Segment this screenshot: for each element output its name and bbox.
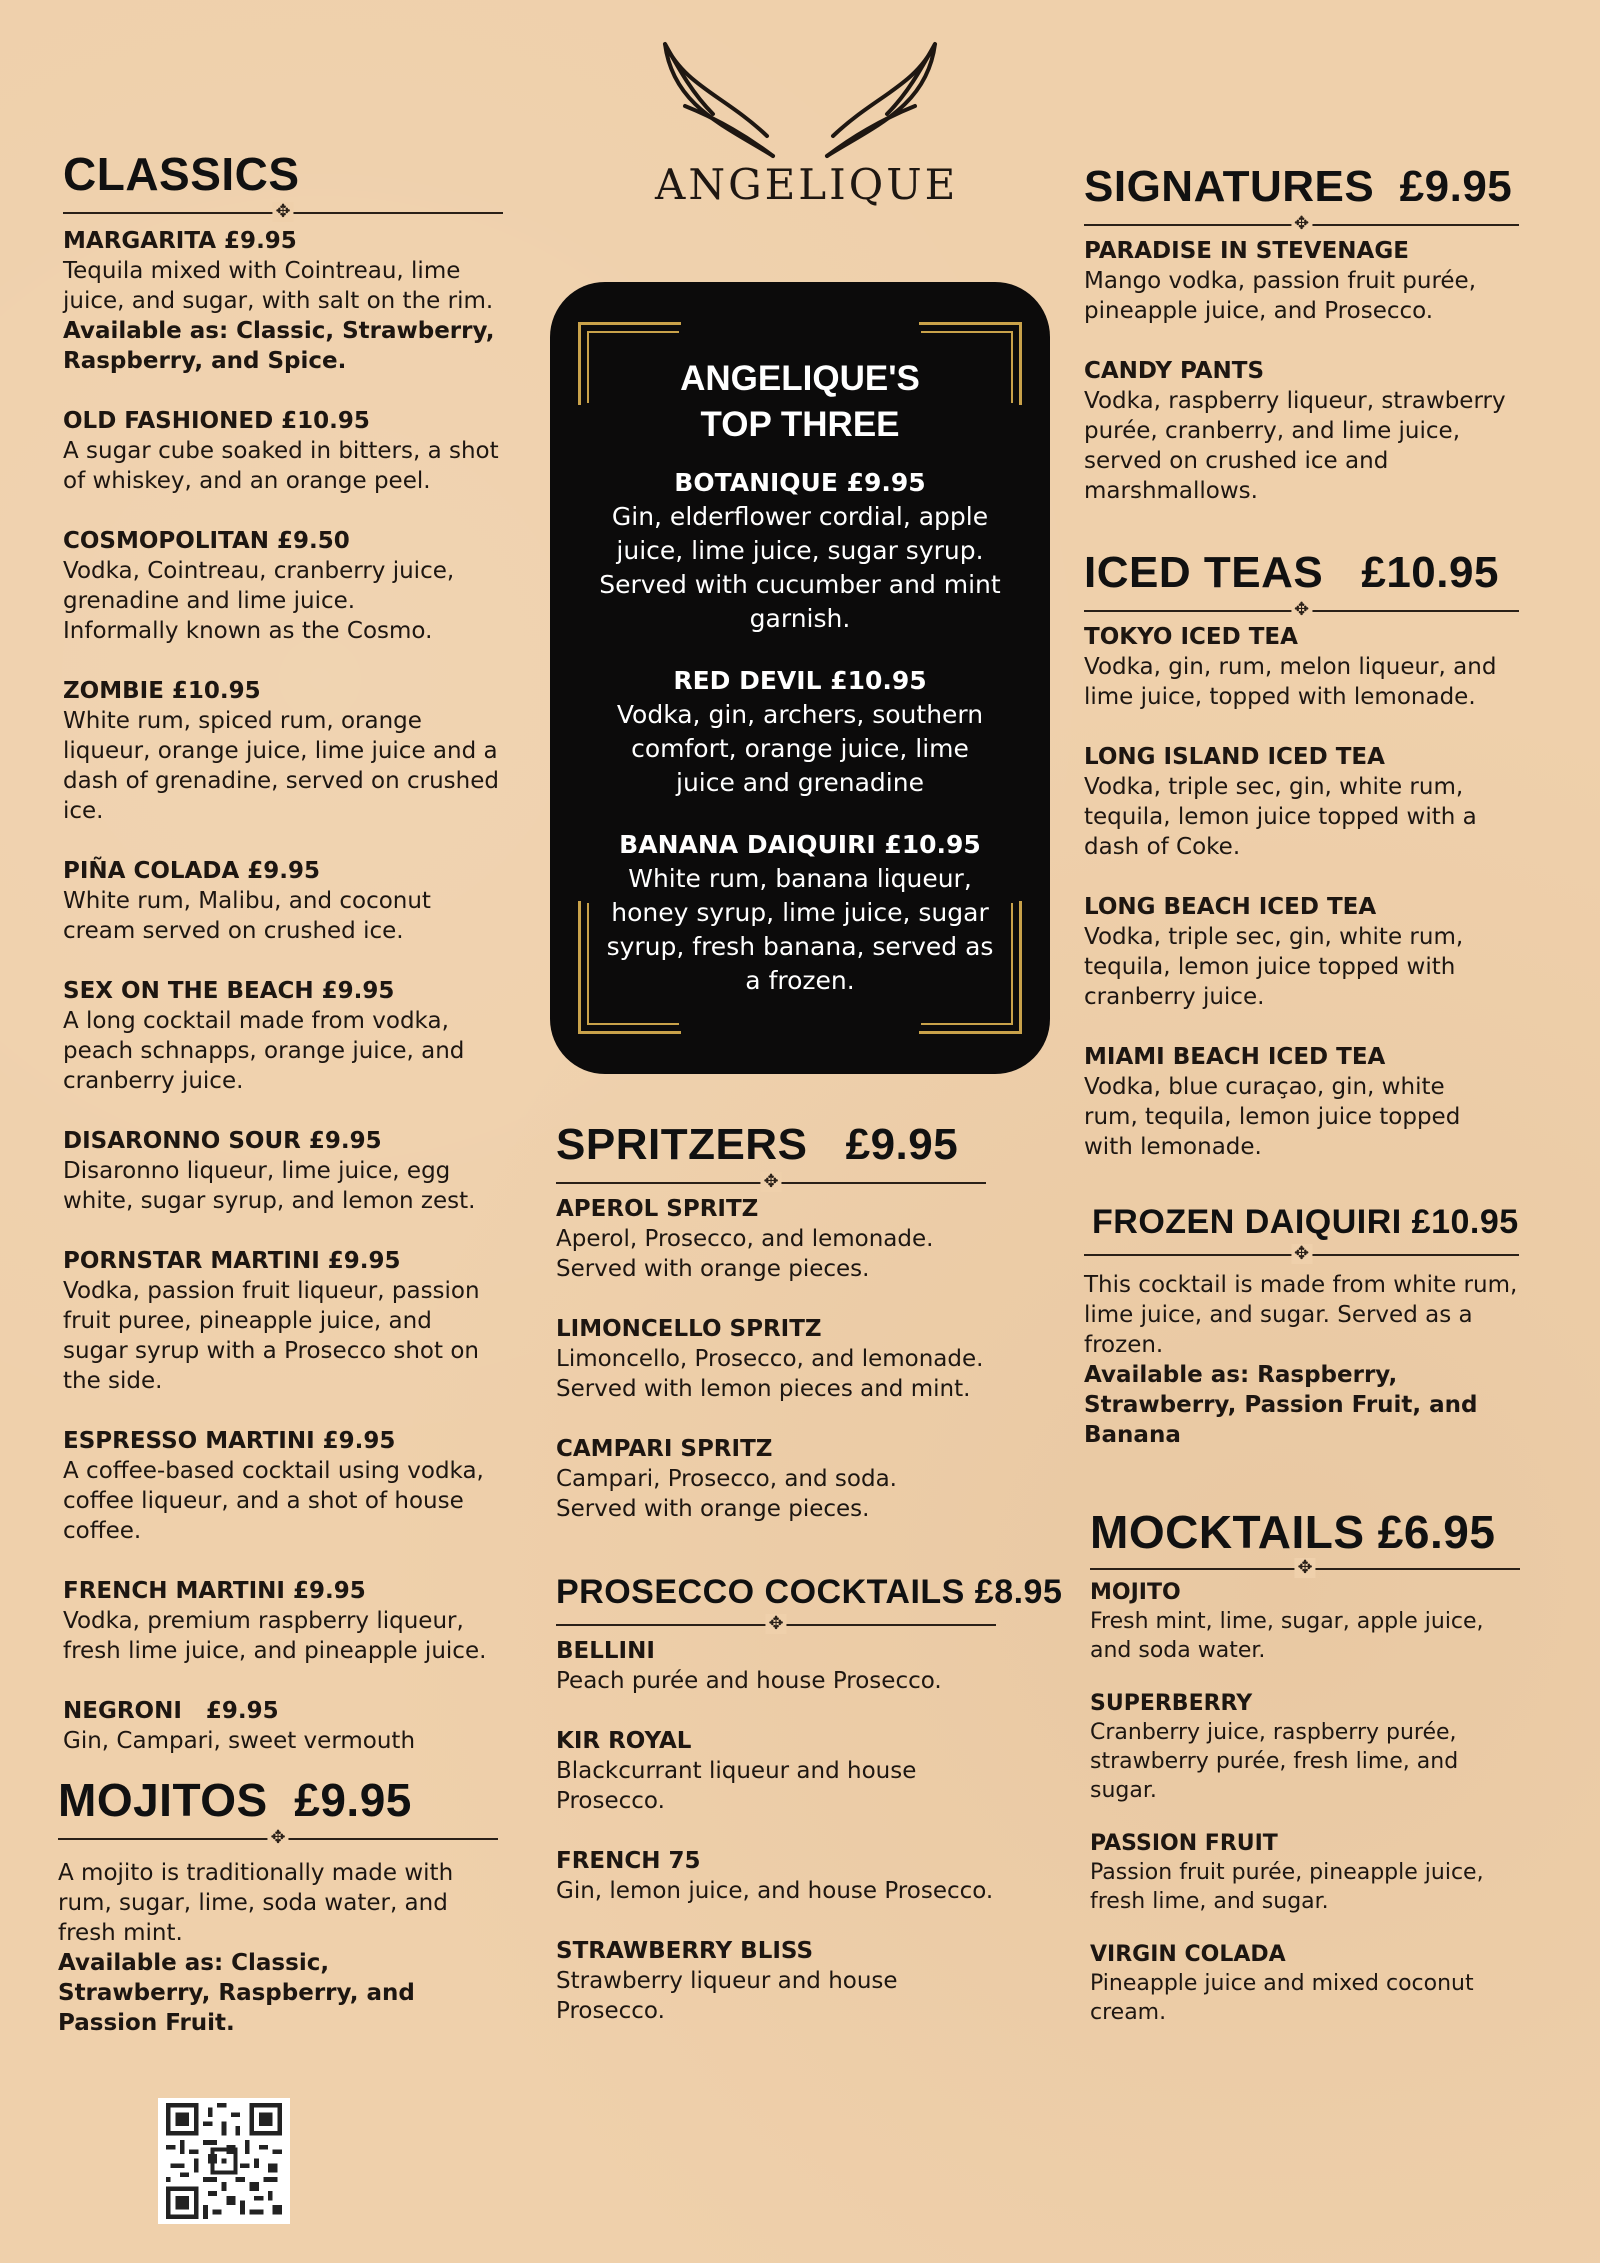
section-divider bbox=[1084, 213, 1519, 234]
fleur-ornament-icon: ✥ bbox=[1291, 600, 1312, 620]
fleur-ornament-icon: ✥ bbox=[267, 1828, 288, 1848]
item-description: Campari, Prosecco, and soda. Served with orange pieces. bbox=[556, 1466, 897, 1522]
item-description: Peach purée and house Prosecco. bbox=[556, 1668, 942, 1694]
item-name: SUPERBERRY bbox=[1090, 1691, 1253, 1716]
item-name: BOTANIQUE £9.95 bbox=[674, 468, 926, 497]
item-name: LONG ISLAND ICED TEA bbox=[1084, 744, 1385, 770]
menu-item bbox=[556, 1726, 1016, 1816]
brand-logo bbox=[655, 36, 959, 209]
item-description: A long cocktail made from vodka, peach schnapps, orange juice, and cranberry juice. bbox=[63, 1008, 465, 1094]
section-divider bbox=[556, 1171, 986, 1192]
menu-item bbox=[63, 856, 503, 946]
item-name: PORNSTAR MARTINI £9.95 bbox=[63, 1248, 401, 1274]
item-description: A coffee-based cocktail using vodka, coffee liqueur, and a shot of house coffee. bbox=[63, 1458, 484, 1544]
classics-section bbox=[63, 146, 503, 1756]
fleur-ornament-icon: ✥ bbox=[765, 1614, 786, 1634]
menu-item bbox=[63, 1576, 503, 1666]
item-availability: Available as: Classic, Strawberry, Raspberry, and Spice. bbox=[63, 318, 495, 374]
item-name: CAMPARI SPRITZ bbox=[556, 1436, 773, 1462]
spritzers-section bbox=[556, 1118, 1016, 1524]
menu-item bbox=[556, 1194, 1016, 1284]
menu-item bbox=[556, 1846, 1016, 1906]
menu-item bbox=[556, 1636, 1016, 1696]
signatures-section bbox=[1084, 160, 1554, 506]
item-name: CANDY PANTS bbox=[1084, 358, 1265, 384]
item-description: Blackcurrant liqueur and house Prosecco. bbox=[556, 1758, 917, 1814]
item-name: OLD FASHIONED £10.95 bbox=[63, 408, 370, 434]
item-name: SEX ON THE BEACH £9.95 bbox=[63, 978, 395, 1004]
fleur-ornament-icon: ✥ bbox=[1294, 1558, 1315, 1578]
section-divider bbox=[1084, 599, 1519, 620]
signatures-title: SIGNATURES £9.95 bbox=[1084, 162, 1513, 211]
top-three-item bbox=[590, 466, 1010, 636]
menu-item bbox=[556, 1936, 1016, 2026]
item-description: Fresh mint, lime, sugar, apple juice, and soda water. bbox=[1090, 1609, 1484, 1663]
item-name: PASSION FRUIT bbox=[1090, 1831, 1278, 1856]
item-description: Disaronno liqueur, lime juice, egg white, sugar syrup, and lemon zest. bbox=[63, 1158, 476, 1214]
iced-teas-title: ICED TEAS £10.95 bbox=[1084, 548, 1499, 597]
item-name: PARADISE IN STEVENAGE bbox=[1084, 238, 1409, 264]
item-description: Tequila mixed with Cointreau, lime juice, and sugar, with salt on the rim. bbox=[63, 258, 494, 314]
frame-corner bbox=[952, 322, 1022, 392]
mojitos-description: A mojito is traditionally made with rum, sugar, lime, soda water, and fresh mint. bbox=[58, 1860, 454, 1946]
item-description: Gin, lemon juice, and house Prosecco. bbox=[556, 1878, 994, 1904]
menu-item bbox=[1090, 1689, 1554, 1805]
menu-item bbox=[1084, 356, 1554, 506]
item-name: FRENCH MARTINI £9.95 bbox=[63, 1578, 366, 1604]
frozen-daiquiri-description: This cocktail is made from white rum, lime juice, and sugar. Served as a frozen. bbox=[1084, 1272, 1518, 1358]
item-name: STRAWBERRY BLISS bbox=[556, 1938, 814, 1964]
fleur-ornament-icon: ✥ bbox=[1291, 1244, 1312, 1264]
top-three-panel bbox=[550, 282, 1050, 1074]
item-description: White rum, spiced rum, orange liqueur, orange juice, lime juice and a dash of grenadine, served on crushed ice. bbox=[63, 708, 499, 824]
item-name: BELLINI bbox=[556, 1638, 655, 1664]
prosecco-title: PROSECCO COCKTAILS £8.95 bbox=[556, 1573, 1063, 1611]
menu-item bbox=[1084, 236, 1554, 326]
item-name: BANANA DAIQUIRI £10.95 bbox=[619, 830, 981, 859]
spritzers-title: SPRITZERS £9.95 bbox=[556, 1120, 959, 1169]
frozen-daiquiri-title: FROZEN DAIQUIRI £10.95 bbox=[1092, 1203, 1519, 1241]
menu-item bbox=[63, 1426, 503, 1546]
frozen-daiquiri-section bbox=[1084, 1200, 1554, 1450]
item-name: KIR ROYAL bbox=[556, 1728, 692, 1754]
item-description: Vodka, blue curaçao, gin, white rum, tequila, lemon juice topped with lemonade. bbox=[1084, 1074, 1461, 1160]
item-description: White rum, Malibu, and coconut cream served on crushed ice. bbox=[63, 888, 431, 944]
prosecco-cocktails-section bbox=[556, 1570, 1063, 2026]
item-description: Limoncello, Prosecco, and lemonade. Served with lemon pieces and mint. bbox=[556, 1346, 984, 1402]
item-name: TOKYO ICED TEA bbox=[1084, 624, 1298, 650]
section-divider bbox=[58, 1827, 498, 1848]
item-name: FRENCH 75 bbox=[556, 1848, 701, 1874]
item-description: Mango vodka, passion fruit purée, pineapple juice, and Prosecco. bbox=[1084, 268, 1477, 324]
item-name: ESPRESSO MARTINI £9.95 bbox=[63, 1428, 396, 1454]
item-description: Vodka, raspberry liqueur, strawberry purée, cranberry, and lime juice, served on crushed ice and marshmallows. bbox=[1084, 388, 1506, 504]
angel-wings-icon bbox=[655, 36, 945, 166]
menu-item bbox=[63, 1246, 503, 1396]
menu-item bbox=[63, 226, 503, 376]
item-description: Passion fruit purée, pineapple juice, fresh lime, and sugar. bbox=[1090, 1860, 1484, 1914]
item-name: ZOMBIE £10.95 bbox=[63, 678, 261, 704]
item-description: Gin, Campari, sweet vermouth bbox=[63, 1728, 416, 1754]
section-divider bbox=[1084, 1243, 1519, 1264]
item-description: Vodka, gin, archers, southern comfort, orange juice, lime juice and grenadine bbox=[616, 700, 984, 797]
item-description: Vodka, passion fruit liqueur, passion fruit puree, pineapple juice, and sugar syrup with a Prosecco shot on the side. bbox=[63, 1278, 480, 1394]
item-description: Aperol, Prosecco, and lemonade. Served with orange pieces. bbox=[556, 1226, 934, 1282]
item-name: RED DEVIL £10.95 bbox=[673, 666, 927, 695]
item-description: A sugar cube soaked in bitters, a shot of whiskey, and an orange peel. bbox=[63, 438, 499, 494]
left-column bbox=[58, 146, 503, 2038]
item-description: Vodka, triple sec, gin, white rum, tequila, lemon juice topped with cranberry juice. bbox=[1084, 924, 1464, 1010]
section-divider bbox=[1090, 1557, 1520, 1578]
mocktails-title: MOCKTAILS £6.95 bbox=[1090, 1506, 1496, 1558]
fleur-ornament-icon: ✥ bbox=[760, 1172, 781, 1192]
item-name: COSMOPOLITAN £9.50 bbox=[63, 528, 350, 554]
iced-teas-section bbox=[1084, 546, 1554, 1162]
menu-item bbox=[63, 406, 503, 496]
mocktails-section bbox=[1090, 1504, 1554, 2027]
fleur-ornament-icon: ✥ bbox=[272, 202, 293, 222]
item-description: White rum, banana liqueur, honey syrup, lime juice, sugar syrup, fresh banana, served as a frozen. bbox=[606, 864, 994, 995]
item-name: MIAMI BEACH ICED TEA bbox=[1084, 1044, 1386, 1070]
menu-item bbox=[556, 1314, 1016, 1404]
frozen-daiquiri-availability: Available as: Raspberry, Strawberry, Passion Fruit, and Banana bbox=[1084, 1362, 1478, 1448]
menu-item bbox=[1090, 1940, 1554, 2027]
item-name: LIMONCELLO SPRITZ bbox=[556, 1316, 822, 1342]
item-name: VIRGIN COLADA bbox=[1090, 1942, 1286, 1967]
item-name: APEROL SPRITZ bbox=[556, 1196, 759, 1222]
right-column bbox=[1084, 160, 1554, 2057]
item-name: NEGRONI £9.95 bbox=[63, 1698, 279, 1724]
item-description: Strawberry liqueur and house Prosecco. bbox=[556, 1968, 898, 2024]
menu-item bbox=[1084, 622, 1554, 712]
item-note: Informally known as the Cosmo. bbox=[63, 618, 433, 644]
item-name: LONG BEACH ICED TEA bbox=[1084, 894, 1377, 920]
item-description: Vodka, gin, rum, melon liqueur, and lime juice, topped with lemonade. bbox=[1084, 654, 1497, 710]
qr-code-icon[interactable] bbox=[158, 2098, 290, 2224]
section-divider bbox=[556, 1613, 996, 1634]
item-name: MOJITO bbox=[1090, 1580, 1181, 1605]
menu-item bbox=[556, 1434, 1016, 1524]
menu-item bbox=[63, 676, 503, 826]
top-three-item bbox=[590, 664, 1010, 800]
item-name: MARGARITA £9.95 bbox=[63, 228, 297, 254]
menu-item bbox=[1090, 1578, 1554, 1665]
item-name: DISARONNO SOUR £9.95 bbox=[63, 1128, 382, 1154]
menu-item bbox=[1084, 892, 1554, 1012]
top-three-title-line2: TOP THREE bbox=[700, 405, 900, 444]
menu-item bbox=[63, 1126, 503, 1216]
menu-item bbox=[63, 526, 503, 646]
item-description: Gin, elderflower cordial, apple juice, lime juice, sugar syrup. Served with cucumber and mint garnish. bbox=[599, 502, 1001, 633]
menu-item bbox=[63, 1696, 503, 1756]
mojitos-title: MOJITOS £9.95 bbox=[58, 1774, 412, 1826]
top-three-title-line1: ANGELIQUE'S bbox=[680, 359, 920, 398]
item-description: Pineapple juice and mixed coconut cream. bbox=[1090, 1971, 1474, 2025]
menu-item bbox=[1090, 1829, 1554, 1916]
frame-corner bbox=[578, 322, 648, 392]
mojitos-availability: Available as: Classic, Strawberry, Raspberry, and Passion Fruit. bbox=[58, 1950, 415, 2036]
menu-item bbox=[63, 976, 503, 1096]
menu-item bbox=[1084, 1042, 1554, 1162]
item-name: PIÑA COLADA £9.95 bbox=[63, 858, 321, 884]
section-divider bbox=[63, 201, 503, 222]
mojitos-section bbox=[58, 1772, 498, 2038]
middle-column bbox=[556, 1118, 1063, 2056]
item-description: Vodka, Cointreau, cranberry juice, grenadine and lime juice. bbox=[63, 558, 455, 614]
brand-name: ANGELIQUE bbox=[655, 160, 959, 209]
fleur-ornament-icon: ✥ bbox=[1291, 214, 1312, 234]
frame-corner bbox=[952, 964, 1022, 1034]
item-description: Vodka, premium raspberry liqueur, fresh lime juice, and pineapple juice. bbox=[63, 1608, 487, 1664]
classics-title: CLASSICS bbox=[63, 148, 300, 200]
item-description: Vodka, triple sec, gin, white rum, tequila, lemon juice topped with a dash of Coke. bbox=[1084, 774, 1477, 860]
frame-corner bbox=[578, 964, 648, 1034]
menu-item bbox=[1084, 742, 1554, 862]
item-description: Cranberry juice, raspberry purée, strawberry purée, fresh lime, and sugar. bbox=[1090, 1720, 1459, 1803]
